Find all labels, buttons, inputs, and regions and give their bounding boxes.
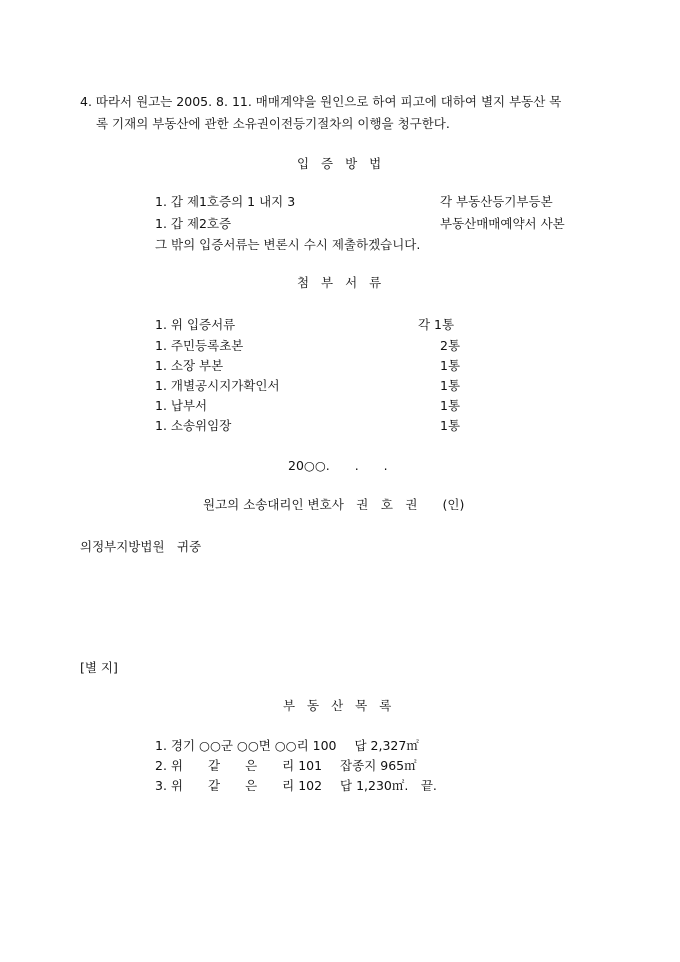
attachment-item-5-count: 1통	[440, 398, 461, 413]
attachment-item-6-name: 1. 소송위임장	[155, 418, 232, 433]
attachment-item-3-count: 1통	[440, 358, 461, 373]
signature-line: 원고의 소송대리인 변호사 권 호 권 (인)	[203, 497, 465, 512]
appendix-label: [별 지]	[80, 660, 118, 675]
evidence-note: 그 밖의 입증서류는 변론시 수시 제출하겠습니다.	[155, 237, 421, 252]
property-item-1-location: 경기 ○○군 ○○면 ○○리 100	[170, 738, 337, 753]
property-item-2-desc: 잡종지 965㎡	[340, 758, 417, 773]
attachment-item-1-name: 1. 위 입증서류	[155, 317, 236, 332]
property-item-1	[155, 738, 419, 754]
filing-date: 20○○. . .	[288, 458, 388, 473]
evidence-item-2-right: 부동산매매예약서 사본	[440, 216, 565, 231]
attachments-heading: 첨 부 서 류	[297, 275, 382, 290]
property-item-3-desc: 답 1,230㎡. 끝.	[340, 778, 437, 793]
attachment-item-1-count: 각 1통	[418, 317, 455, 332]
evidence-heading: 입 증 방 법	[297, 156, 382, 171]
evidence-item-2-left: 1. 갑 제2호증	[155, 216, 232, 231]
attachment-item-6-count: 1통	[440, 418, 461, 433]
property-item-2-location: 위 같 은 리 101	[170, 758, 323, 773]
evidence-item-1-right: 각 부동산등기부등본	[440, 194, 553, 209]
property-item-1-no: 1.	[155, 738, 167, 753]
attachment-item-4-count: 1통	[440, 378, 461, 393]
property-item-3-location: 위 같 은 리 102	[170, 778, 323, 793]
attachment-item-2-name: 1. 주민등록초본	[155, 338, 244, 353]
court-addressee: 의정부지방법원 귀중	[80, 539, 202, 554]
property-item-2	[155, 758, 417, 774]
claim-line-2: 록 기재의 부동산에 관한 소유권이전등기절차의 이행을 청구한다.	[96, 116, 450, 131]
attachment-item-4-name: 1. 개별공시지가확인서	[155, 378, 280, 393]
property-item-3-no: 3.	[155, 778, 167, 793]
claim-line-1: 4. 따라서 원고는 2005. 8. 11. 매매계약을 원인으로 하여 피고에 대하여 별지 부동산 목	[80, 94, 562, 109]
evidence-item-1-left: 1. 갑 제1호증의 1 내지 3	[155, 194, 296, 209]
property-list-heading: 부 동 산 목 록	[283, 698, 392, 713]
property-item-1-desc: 답 2,327㎡	[354, 738, 419, 753]
property-item-2-no: 2.	[155, 758, 167, 773]
attachment-item-5-name: 1. 납부서	[155, 398, 208, 413]
property-item-3	[155, 778, 437, 794]
attachment-item-2-count: 2통	[440, 338, 461, 353]
attachment-item-3-name: 1. 소장 부본	[155, 358, 224, 373]
